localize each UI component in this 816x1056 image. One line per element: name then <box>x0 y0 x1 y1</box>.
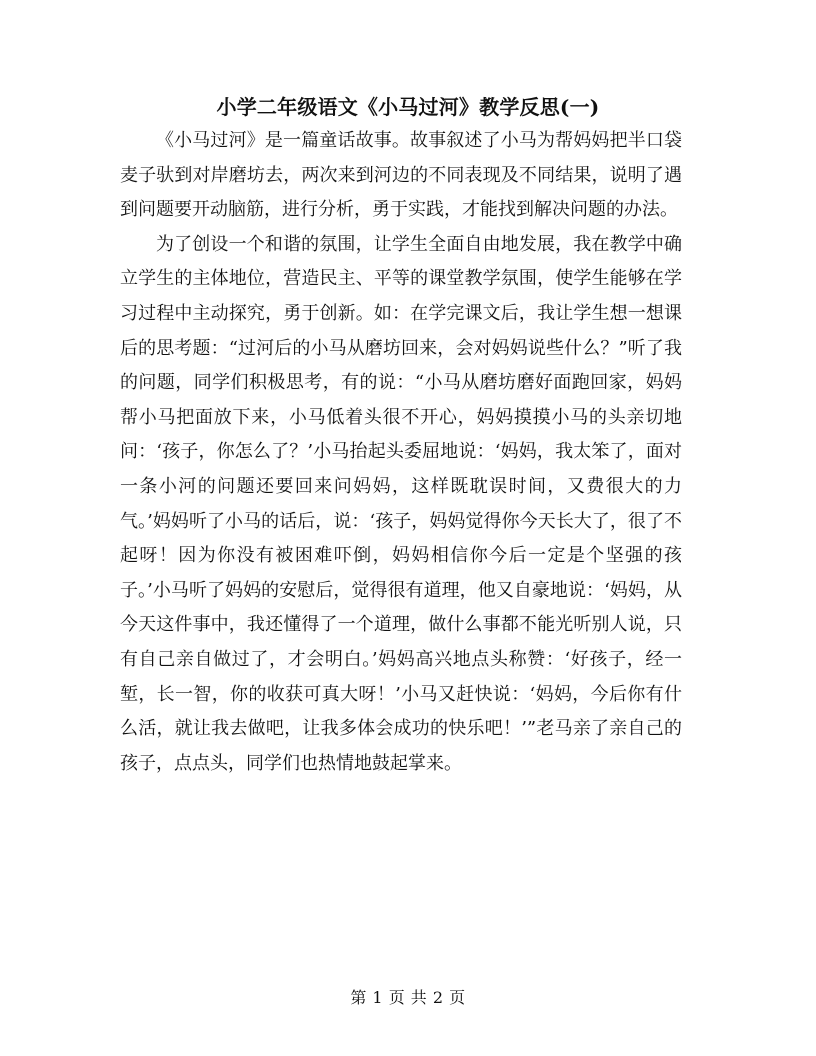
paragraph-1: 《小马过河》是一篇童话故事。故事叙述了小马为帮妈妈把半口袋麦子驮到对岸磨坊去，两次来到河边的不同表现及不同结果，说明了遇到问题要开动脑筋，进行分析，勇于实践，才能找到解决问题的办法。 <box>120 130 682 221</box>
document-title: 小学二年级语文《小马过河》教学反思(一) <box>216 95 600 119</box>
paragraph-2: 为了创设一个和谐的氛围，让学生全面自由地发展，我在教学中确立学生的主体地位，营造民主、平等的课堂教学氛围，使学生能够在学习过程中主动探究，勇于创新。如：在学完课文后，我让学生想一想课后的思考题：“过河后的小马从磨坊回来，会对妈妈说些什么？”听了我的问题，同学们积极思考，有的说：“小马从磨坊磨好面跑回家，妈妈帮小马把面放下来，小马低着头很不开心，妈妈摸摸小马的头亲切地问：‘孩子，你怎么了？’小马抬起头委屈地说：‘妈妈，我太笨了，面对一条小河的问题还要回来问妈妈，这样既耽误时间，又费很大的力气。’妈妈听了小马的话后，说：‘孩子，妈妈觉得你今天长大了，很了不起呀！因为你没有被困难吓倒，妈妈相信你今后一定是个坚强的孩子。’小马听了妈妈的安慰后，觉得很有道理，他又自豪地说：‘妈妈，从今天这件事中，我还懂得了一个道理，做什么事都不能光听别人说，只有自己亲自做过了，才会明白。’妈妈高兴地点头称赞：‘好孩子，经一堑，长一智，你的收获可真大呀！’小马又赶快说：‘妈妈，今后你有什么活，就让我去做吧，让我多体会成功的快乐吧！’”老马亲了亲自己的孩子，点点头，同学们也热情地鼓起掌来。 <box>120 233 682 774</box>
document-body <box>120 124 682 781</box>
page-number-footer: 第 1 页 共 2 页 <box>350 988 466 1007</box>
